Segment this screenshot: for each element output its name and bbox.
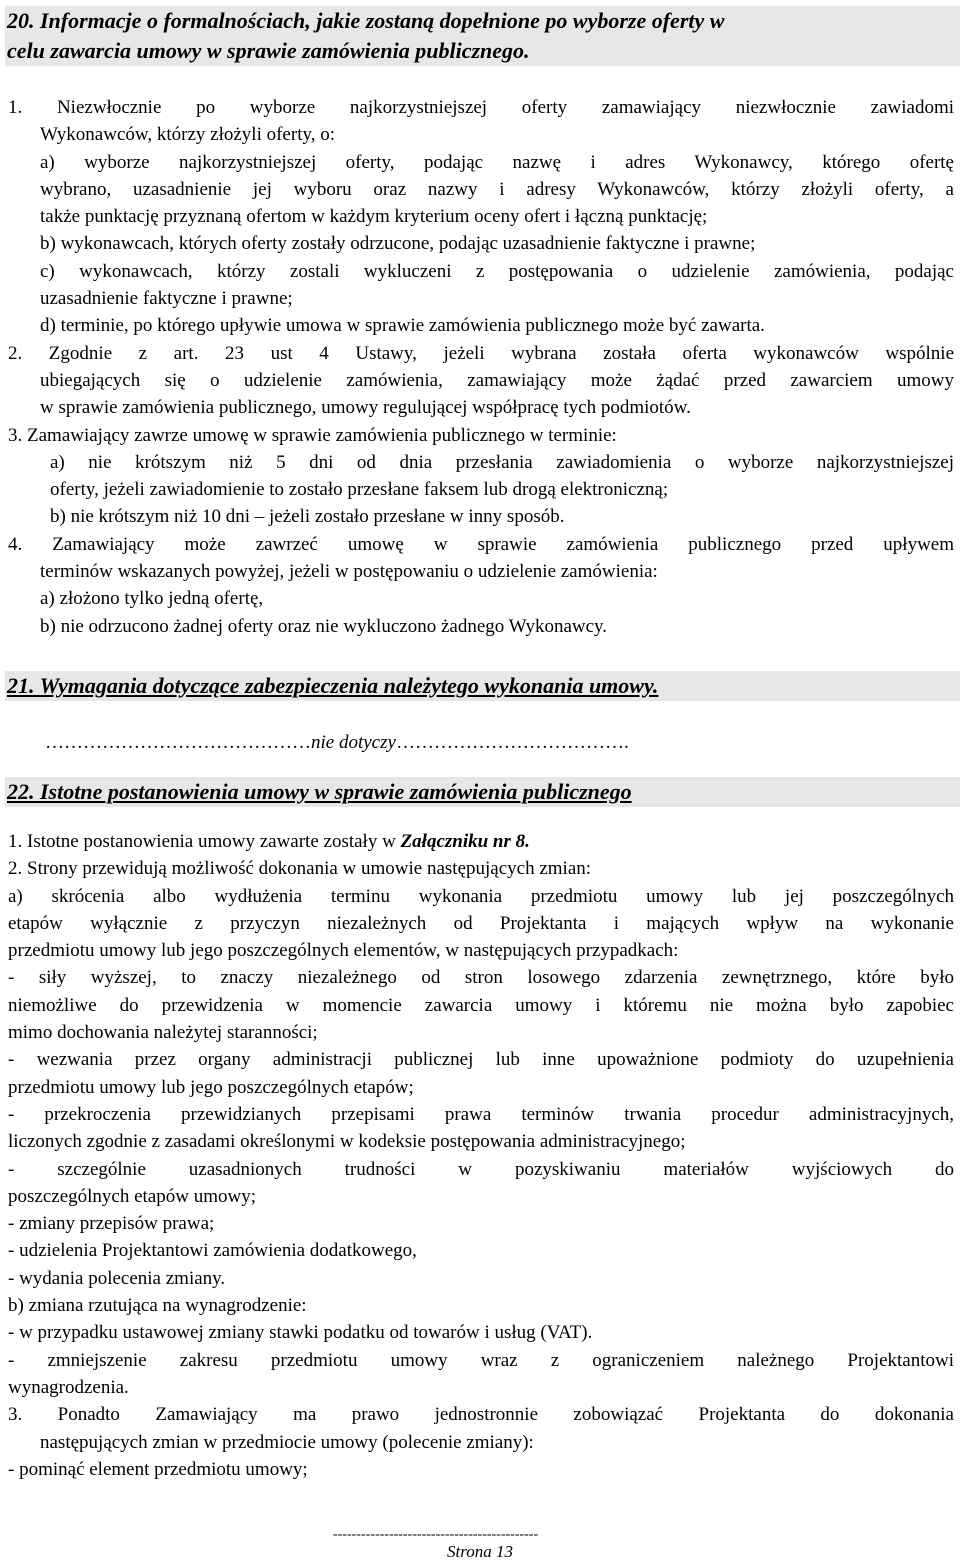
paragraph-line: 2. Zgodnie z art. 23 ust 4 Ustawy, jeżeli wybrana została oferta wykonawców wspólnie [8,342,954,364]
paragraph-line: niemożliwe do przewidzenia w momencie zawarcia umowy i któremu nie można było zapobiec [8,994,954,1016]
paragraph-line: b) nie krótszym niż 10 dni – jeżeli zostało przesłane w inny sposób. [50,506,565,528]
paragraph-line: - pominąć element przedmiotu umowy; [8,1458,308,1480]
paragraph-line: mimo dochowania należytej staranności; [8,1022,318,1044]
section-22-heading [5,777,960,807]
paragraph-line: poszczególnych etapów umowy; [8,1185,256,1207]
heading-line: celu zawarcia umowy w sprawie zamówienia publicznego. [7,38,530,63]
paragraph-line: - siły wyższej, to znaczy niezależnego od stron losowego zdarzenia zewnętrznego, które było [8,967,954,989]
paragraph-line: a) złożono tylko jedną ofertę, [40,588,264,610]
paragraph-line: także punktację przyznaną ofertom w każdym kryterium oceny ofert i łączną punktację; [40,206,708,228]
paragraph-line: a) nie krótszym niż 5 dni od dnia przesłania zawiadomienia o wyborze najkorzystniejszej [50,451,954,473]
paragraph-line: 4. Zamawiający może zawrzeć umowę w sprawie zamówienia publicznego przed upływem [8,533,954,555]
heading-line: 20. Informacje o formalnościach, jakie zostaną dopełnione po wyborze oferty w [7,8,725,33]
paragraph-line: 2. Strony przewidują możliwość dokonania w umowie następujących zmian: [8,858,592,880]
section-22-body [8,828,954,1483]
paragraph-line: liczonych zgodnie z zasadami określonymi w kodeksie postępowania administracyjnego; [8,1131,686,1153]
paragraph-line: przedmiotu umowy lub jego poszczególnych elementów, w następujących przypadkach: [8,940,679,962]
paragraph-line: - zmiany przepisów prawa; [8,1213,215,1235]
paragraph-line: terminów wskazanych powyżej, jeżeli w postępowaniu o udzielenie zamówienia: [40,561,658,583]
paragraph-line [8,828,954,855]
paragraph-line: - zmniejszenie zakresu przedmiotu umowy wraz z ograniczeniem należnego Projektantowi [8,1349,954,1371]
paragraph-line: b) zmiana rzutująca na wynagrodzenie: [8,1295,307,1317]
footer-rule: -------------------------------------------- [333,1527,539,1542]
paragraph-line: - udzielenia Projektantowi zamówienia dodatkowego, [8,1240,417,1262]
paragraph-line: d) terminie, po którego upływie umowa w sprawie zamówienia publicznego może być zawarta. [40,315,765,337]
paragraph-line: wybrano, uzasadnienie jej wyboru oraz nazwy i adresy Wykonawców, którzy złożyli oferty, a [40,178,954,200]
paragraph-line: b) wykonawcach, których oferty zostały odrzucone, podając uzasadnienie faktyczne i prawne; [40,233,756,255]
dots-trailer: ………………………………. [395,732,629,753]
heading-text: 22. Istotne postanowienia umowy w sprawie zamówienia publicznego [7,779,632,804]
paragraph-line: następujących zmian w przedmiocie umowy (polecenie zmiany): [40,1431,534,1453]
paragraph-line: przedmiotu umowy lub jego poszczególnych etapów; [8,1076,414,1098]
paragraph-line: - wydania polecenia zmiany. [8,1267,226,1289]
paragraph-line: b) nie odrzucono żadnej oferty oraz nie wykluczono żadnego Wykonawcy. [40,615,608,637]
paragraph-line: oferty, jeżeli zawiadomienie to zostało przesłane faksem lub drogą elektroniczną; [50,479,669,501]
paragraph-line: a) wyborze najkorzystniejszej oferty, podając nazwę i adres Wykonawcy, którego ofertę [40,151,954,173]
paragraph-line: wynagrodzenia. [8,1376,129,1398]
not-applicable-line [45,729,825,756]
page-number: Strona 13 [447,1542,513,1561]
paragraph-line: w sprawie zamówienia publicznego, umowy regulującej współpracę tych podmiotów. [40,397,691,419]
paragraph-line: etapów wyłącznie z przyczyn niezależnych od Projektanta i mających wpływ na wykonanie [8,912,954,934]
section-20-body [8,94,954,640]
paragraph-line: 1. Niezwłocznie po wyborze najkorzystniejszej oferty zamawiający niezwłocznie zawiadomi [8,97,954,118]
paragraph-line: c) wykonawcach, którzy zostali wykluczeni z postępowania o udzielenie zamówienia, podając [40,260,954,282]
dots-leader: …………………………………… [45,732,311,753]
paragraph-line: Wykonawców, którzy złożyli oferty, o: [40,124,336,146]
paragraph-line: 3. Zamawiający zawrze umowę w sprawie zamówienia publicznego w terminie: [8,424,617,446]
section-20-heading [5,6,960,66]
paragraph-line: ubiegających się o udzielenie zamówienia, zamawiający może żądać przed zawarciem umowy [40,369,954,391]
section-21-heading [5,671,960,701]
paragraph-line: - w przypadku ustawowej zmiany stawki podatku od towarów i usług (VAT). [8,1322,593,1344]
paragraph-line: - szczególnie uzasadnionych trudności w pozyskiwaniu materiałów wyjściowych do [8,1158,954,1180]
paragraph-line: - wezwania przez organy administracji publicznej lub inne upoważnione podmioty do uzupełnienia [8,1049,954,1071]
paragraph-line: a) skrócenia albo wydłużenia terminu wykonania przedmiotu umowy lub jej poszczególnych [8,885,954,907]
not-applicable-value: nie dotyczy [311,732,396,753]
heading-text: 21. Wymagania dotyczące zabezpieczenia należytego wykonania umowy. [7,673,659,698]
paragraph-line: uzasadnienie faktyczne i prawne; [40,288,293,310]
paragraph-line: 3. Ponadto Zamawiający ma prawo jednostronnie zobowiązać Projektanta do dokonania [8,1404,954,1426]
item-1-text: 1. Istotne postanowienia umowy zawarte zostały w [8,831,401,852]
attachment-reference: Załączniku nr 8. [400,831,530,852]
paragraph-line: - przekroczenia przewidzianych przepisami prawa terminów trwania procedur administracyjnych, [8,1103,954,1125]
